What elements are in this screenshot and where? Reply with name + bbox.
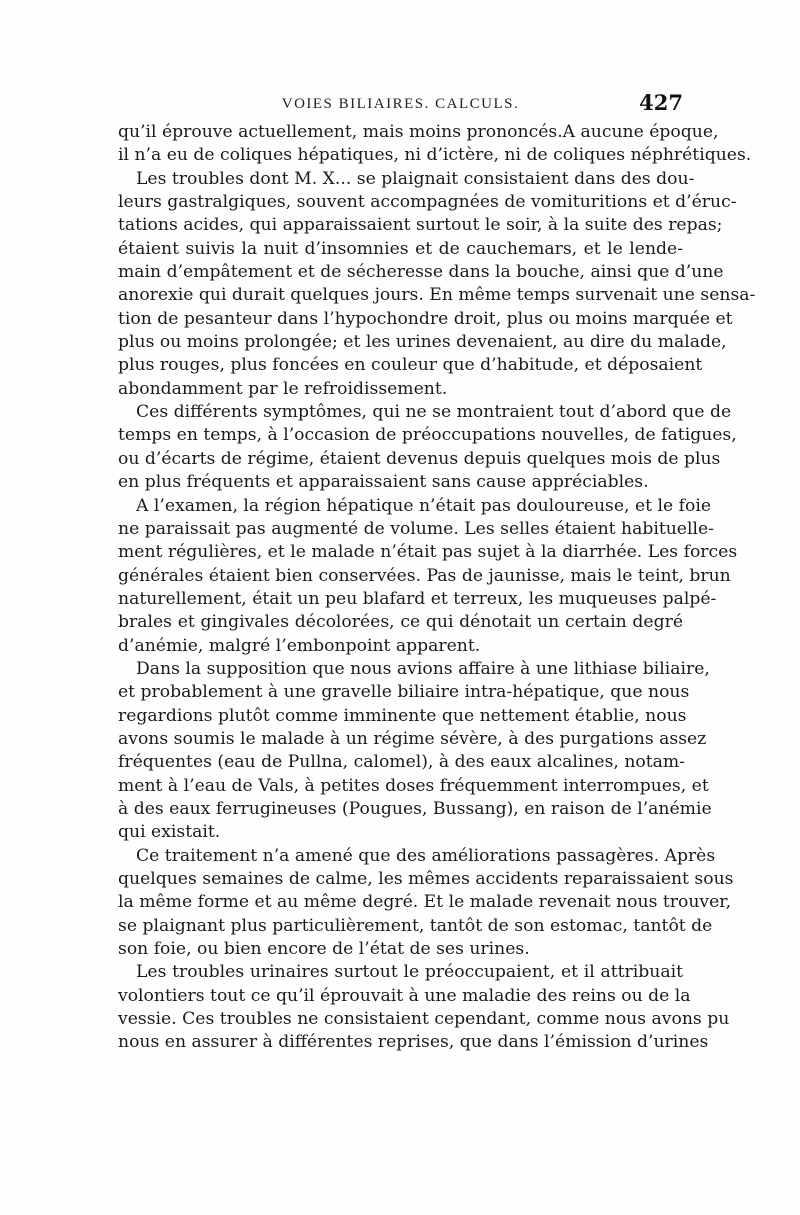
text-line: naturellement, était un peu blafard et terreux, les muqueuses palpé- [118, 588, 717, 609]
text-line: et probablement à une gravelle biliaire intra-hépatique, que nous [118, 682, 690, 703]
text-line: se plaignant plus particulièrement, tantôt de son estomac, tantôt de [118, 915, 713, 936]
text-line: ment à l’eau de Vals, à petites doses fréquemment interrompues, et [118, 775, 709, 796]
text-line: il n’a eu de coliques hépatiques, ni d’ictère, ni de coliques néphrétiques. [118, 145, 752, 166]
running-title: VOIES BILIAIRES. CALCULS. [281, 96, 520, 112]
text-line: plus rouges, plus foncées en couleur que d’habitude, et déposaient [118, 355, 703, 376]
text-line: qui existait. [118, 822, 221, 843]
text-line: Dans la supposition que nous avions affaire à une lithiase biliaire, [136, 658, 710, 679]
text-line: tations acides, qui apparaissaient surtout le soir, à la suite des repas; [118, 215, 723, 236]
text-line: ne paraissait pas augmenté de volume. Les selles étaient habituelle- [118, 518, 714, 539]
text-line: main d’empâtement et de sécheresse dans la bouche, ainsi que d’une [118, 262, 724, 283]
text-line: avons soumis le malade à un régime sévère, à des purgations assez [118, 728, 707, 749]
text-line: générales étaient bien conservées. Pas de jaunisse, mais le teint, brun [118, 565, 731, 586]
text-line: Les troubles urinaires surtout le préoccupaient, et il attribuait [136, 962, 683, 983]
text-line: leurs gastralgiques, souvent accompagnées de vomituritions et d’éruc- [118, 192, 737, 213]
text-line: qu’il éprouve actuellement, mais moins prononcés.A aucune époque, [118, 122, 719, 142]
text-line: abondamment par le refroidissement. [118, 378, 448, 399]
text-line: son foie, ou bien encore de l’état de ses urines. [118, 939, 530, 960]
text-line: vessie. Ces troubles ne consistaient cependant, comme nous avons pu [118, 1009, 730, 1030]
body-text [118, 121, 756, 1055]
text-line: la même forme et au même degré. Et le malade revenait nous trouver, [118, 892, 732, 913]
text-line: en plus fréquents et apparaissaient sans cause appréciables. [118, 472, 649, 493]
text-line: Les troubles dont M. X... se plaignait consistaient dans des dou- [136, 168, 695, 189]
text-line: temps en temps, à l’occasion de préoccupations nouvelles, de fatigues, [118, 425, 737, 446]
text-line: ment régulières, et le malade n’était pas sujet à la diarrhée. Les forces [118, 542, 738, 563]
text-line: quelques semaines de calme, les mêmes accidents reparaissaient sous [118, 869, 734, 889]
text-line: regardions plutôt comme imminente que nettement établie, nous [118, 705, 687, 726]
text-line: d’anémie, malgré l’embonpoint apparent. [118, 635, 481, 656]
text-line: plus ou moins prolongée; et les urines devenaient, au dire du malade, [118, 332, 727, 353]
text-line: Ces différents symptômes, qui ne se montraient tout d’abord que de [136, 402, 732, 423]
text-line: brales et gingivales décolorées, ce qui dénotait un certain degré [118, 612, 683, 633]
text-line: fréquentes (eau de Pullna, calomel), à des eaux alcalines, notam- [118, 752, 685, 773]
text-line: nous en assurer à différentes reprises, que dans l’émission d’urines [118, 1032, 709, 1053]
page-number: 427 [639, 90, 683, 115]
text-line: à des eaux ferrugineuses (Pougues, Bussang), en raison de l’anémie [118, 798, 712, 819]
text-line: étaient suivis la nuit d’insomnies et de cauchemars, et le lende- [118, 238, 683, 259]
text-line: tion de pesanteur dans l’hypochondre droit, plus ou moins marquée et [118, 308, 733, 329]
text-line: anorexie qui durait quelques jours. En même temps survenait une sensa- [118, 285, 756, 306]
running-head [118, 90, 683, 120]
text-line: ou d’écarts de régime, étaient devenus depuis quelques mois de plus [118, 448, 721, 469]
text-line: A l’examen, la région hépatique n’était pas douloureuse, et le foie [136, 495, 712, 516]
text-line: Ce traitement n’a amené que des améliorations passagères. Après [136, 845, 716, 866]
text-line: volontiers tout ce qu’il éprouvait à une maladie des reins ou de la [118, 985, 691, 1006]
